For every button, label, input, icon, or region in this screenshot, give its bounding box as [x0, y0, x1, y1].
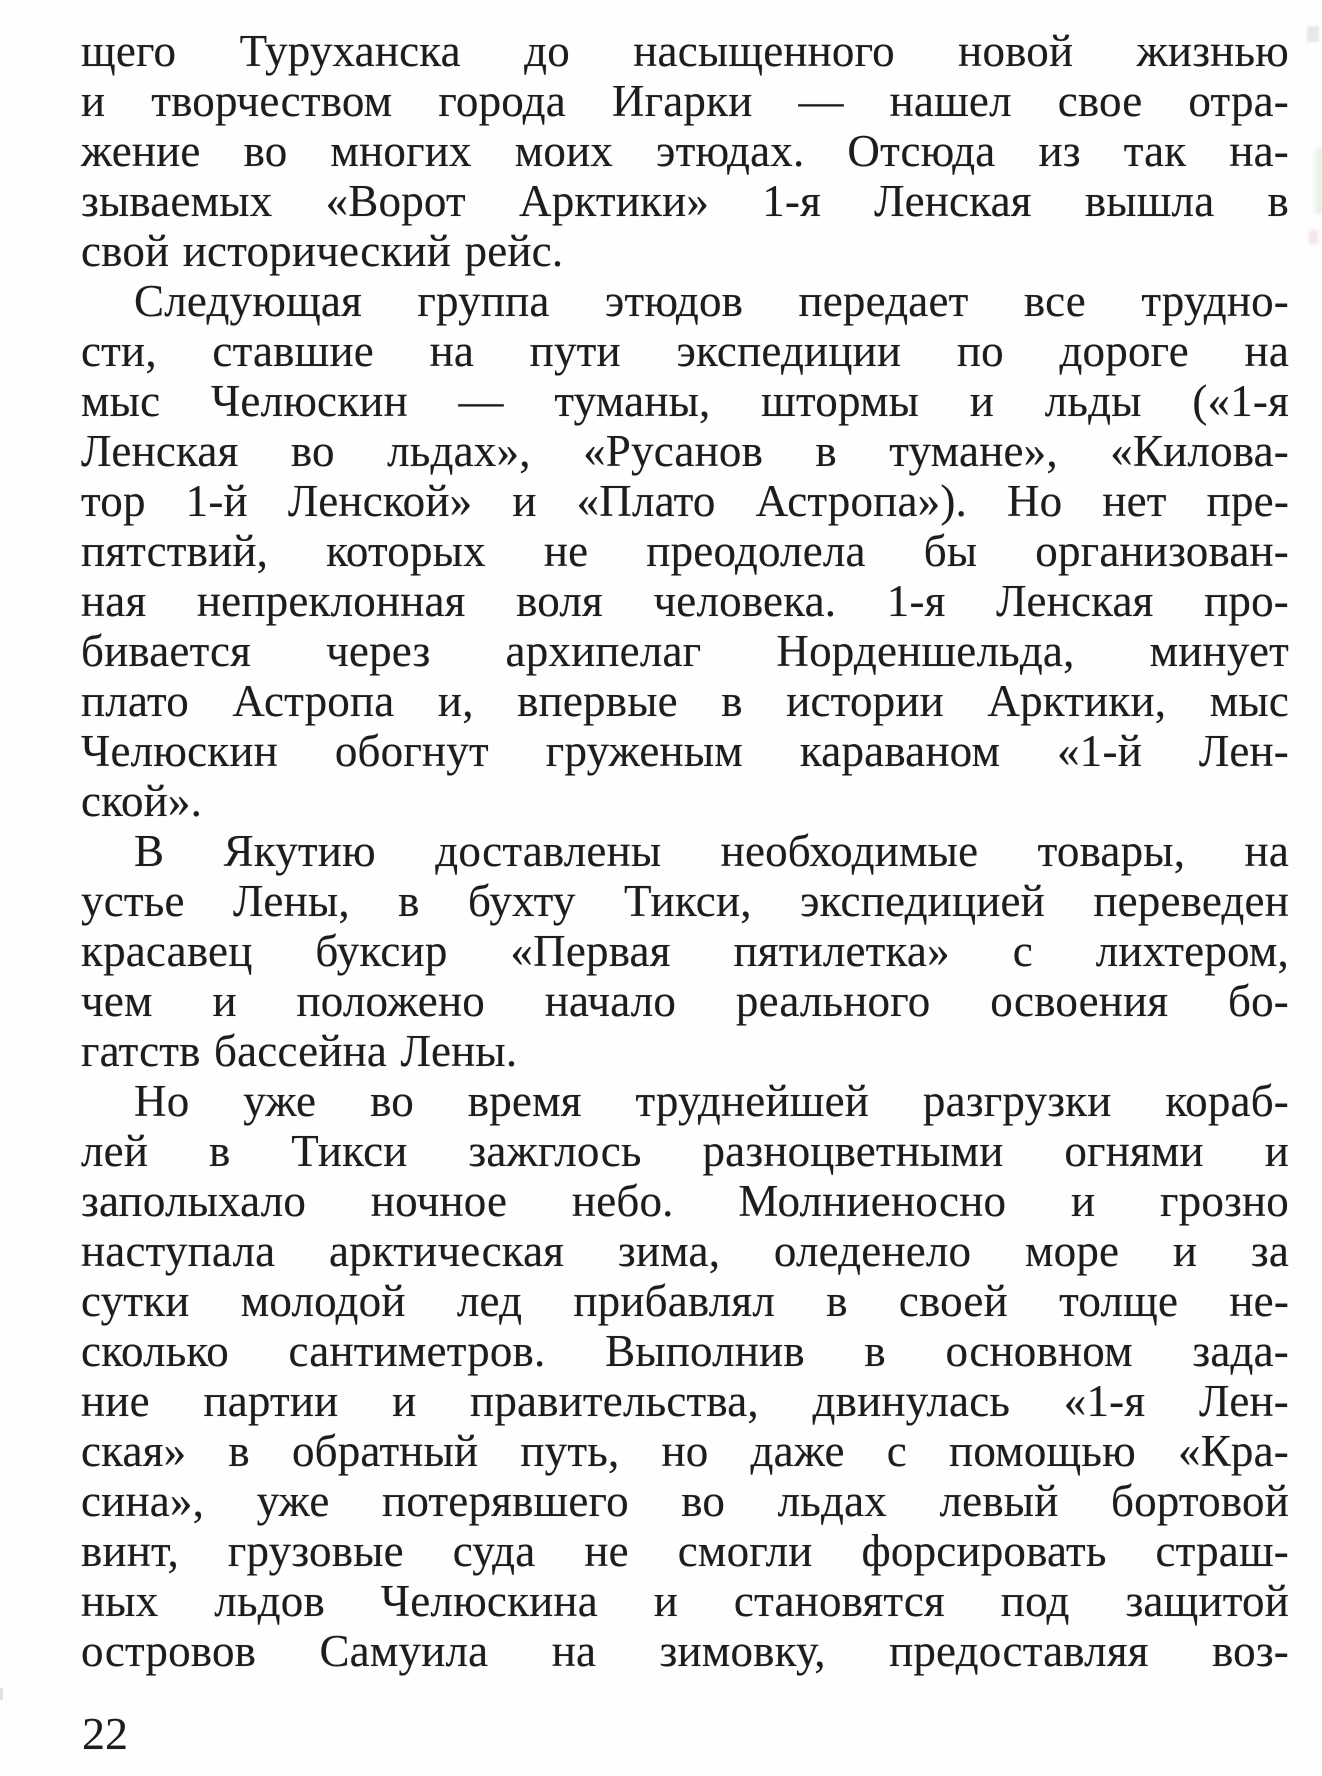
text-line: бивается через архипелаг Норденшельда, минует	[81, 626, 1289, 676]
paragraph	[81, 1076, 1289, 1676]
text-line: тор 1-й Ленской» и «Плато Астропа»). Но нет пре-	[81, 476, 1289, 526]
text-line: лей в Тикси зажглось разноцветными огнями и	[81, 1126, 1289, 1176]
scan-artifact-gray	[1307, 26, 1319, 42]
page-text	[81, 26, 1289, 1676]
text-line: сти, ставшие на пути экспедиции по дороге на	[81, 326, 1289, 376]
text-line: ние партии и правительства, двинулась «1-я Лен-	[81, 1376, 1289, 1426]
text-line: заполыхало ночное небо. Молниеносно и грозно	[81, 1176, 1289, 1226]
scan-artifact-left-tick	[0, 1688, 3, 1700]
text-line: гатств бассейна Лены.	[81, 1026, 518, 1076]
text-line: зываемых «Ворот Арктики» 1-я Ленская вышла в	[81, 176, 1289, 226]
text-line: Следующая группа этюдов передает все трудно-	[134, 276, 1289, 326]
text-line: сколько сантиметров. Выполнив в основном зада-	[81, 1326, 1289, 1376]
text-line: пятствий, которых не преодолела бы организован-	[81, 526, 1289, 576]
text-line: свой исторический рейс.	[81, 226, 564, 276]
text-line: ская» в обратный путь, но даже с помощью «Кра-	[81, 1426, 1289, 1476]
text-line: и творчеством города Игарки — нашел свое отра-	[81, 76, 1289, 126]
paragraph	[81, 26, 1289, 276]
text-line: ная непреклонная воля человека. 1-я Ленская про-	[81, 576, 1289, 626]
text-line: Но уже во время труднейшей разгрузки кораб-	[134, 1076, 1289, 1126]
paragraph	[81, 276, 1289, 826]
page-number: 22	[82, 1708, 128, 1759]
text-line: винт, грузовые суда не смогли форсировать страш-	[81, 1526, 1289, 1576]
scan-artifact-green	[1312, 148, 1322, 214]
text-line: плато Астропа и, впервые в истории Арктики, мыс	[81, 676, 1289, 726]
text-line: ных льдов Челюскина и становятся под защитой	[81, 1576, 1289, 1626]
paragraph	[81, 826, 1289, 1076]
text-line: сина», уже потерявшего во льдах левый бортовой	[81, 1476, 1289, 1526]
text-line: В Якутию доставлены необходимые товары, на	[134, 826, 1289, 876]
text-line: Челюскин обогнут груженым караваном «1-й Лен-	[81, 726, 1289, 776]
text-line: чем и положено начало реального освоения бо-	[81, 976, 1289, 1026]
text-line: островов Самуила на зимовку, предоставляя воз-	[81, 1626, 1289, 1676]
text-line: ской».	[81, 776, 203, 826]
text-line: наступала арктическая зима, оледенело море и за	[81, 1226, 1289, 1276]
text-line: мыс Челюскин — туманы, штормы и льды («1-я	[81, 376, 1289, 426]
text-line: устье Лены, в бухту Тикси, экспедицией переведен	[81, 876, 1289, 926]
text-line: Ленская во льдах», «Русанов в тумане», «Килова-	[81, 426, 1289, 476]
text-line: красавец буксир «Первая пятилетка» с лихтером,	[81, 926, 1289, 976]
text-line: щего Туруханска до насыщенного новой жизнью	[81, 26, 1289, 76]
scan-artifact-pink	[1309, 230, 1318, 244]
text-line: сутки молодой лед прибавлял в своей толще не-	[81, 1276, 1289, 1326]
text-line: жение во многих моих этюдах. Отсюда из так на-	[81, 126, 1289, 176]
